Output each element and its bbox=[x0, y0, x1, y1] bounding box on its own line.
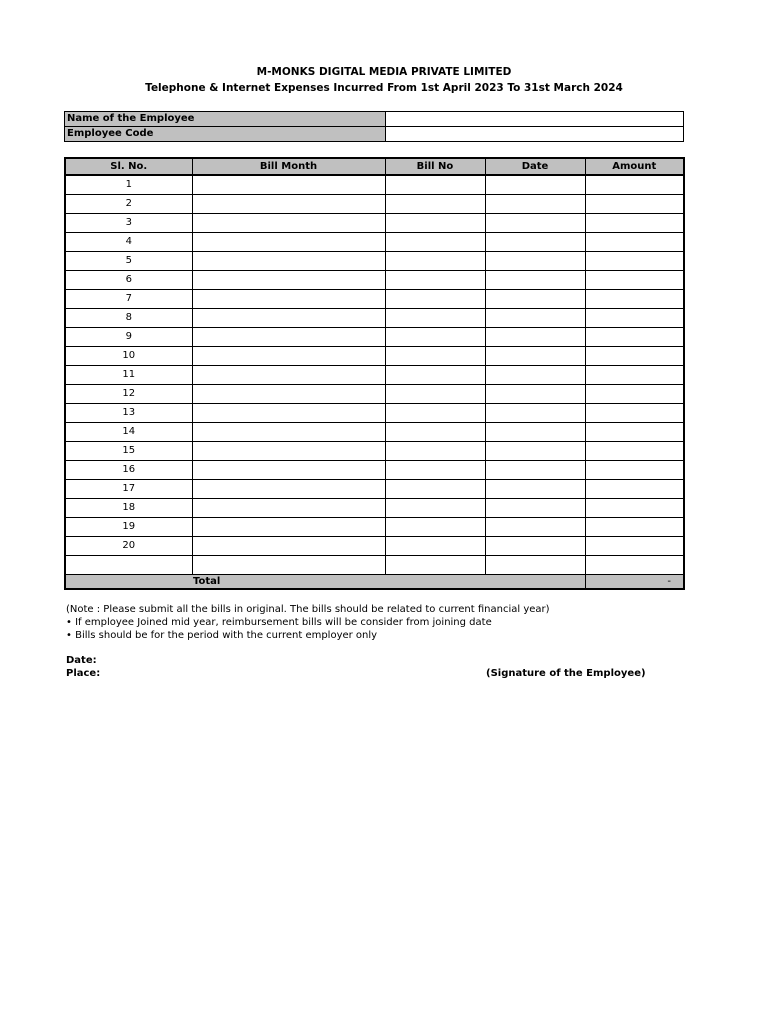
table-row bbox=[65, 556, 684, 575]
amount-cell[interactable] bbox=[585, 518, 684, 537]
bill-month-cell[interactable] bbox=[192, 556, 385, 575]
table-row bbox=[65, 309, 684, 328]
employee-code-row bbox=[65, 127, 684, 142]
table-row bbox=[65, 252, 684, 271]
bill-no-cell[interactable] bbox=[385, 461, 485, 480]
amount-cell[interactable] bbox=[585, 442, 684, 461]
bill-no-cell[interactable] bbox=[385, 366, 485, 385]
bill-month-cell[interactable] bbox=[192, 366, 385, 385]
bill-month-cell[interactable] bbox=[192, 175, 385, 195]
table-row bbox=[65, 480, 684, 499]
date-cell[interactable] bbox=[485, 366, 585, 385]
employee-info-table bbox=[64, 111, 684, 142]
amount-cell[interactable] bbox=[585, 195, 684, 214]
table-row bbox=[65, 347, 684, 366]
column-header-amount: Amount bbox=[585, 158, 684, 175]
amount-cell[interactable] bbox=[585, 271, 684, 290]
amount-cell[interactable] bbox=[585, 290, 684, 309]
sl-no-cell: 17 bbox=[65, 480, 192, 499]
table-row bbox=[65, 518, 684, 537]
date-cell[interactable] bbox=[485, 195, 585, 214]
date-cell[interactable] bbox=[485, 480, 585, 499]
table-row bbox=[65, 175, 684, 195]
date-cell[interactable] bbox=[485, 252, 585, 271]
signature-label: (Signature of the Employee) bbox=[486, 668, 646, 679]
column-header-sl-no: Sl. No. bbox=[65, 158, 192, 175]
sl-no-cell: 13 bbox=[65, 404, 192, 423]
employee-name-row bbox=[65, 112, 684, 127]
date-cell[interactable] bbox=[485, 175, 585, 195]
sl-no-cell: 12 bbox=[65, 385, 192, 404]
table-row bbox=[65, 537, 684, 556]
bills-body bbox=[65, 175, 684, 575]
note-line: • If employee Joined mid year, reimbursement bills will be consider from joining date bbox=[66, 617, 492, 628]
date-cell[interactable] bbox=[485, 518, 585, 537]
sl-no-cell: 1 bbox=[65, 175, 192, 195]
date-cell[interactable] bbox=[485, 461, 585, 480]
amount-cell[interactable] bbox=[585, 556, 684, 575]
table-row bbox=[65, 461, 684, 480]
bill-month-cell[interactable] bbox=[192, 385, 385, 404]
date-cell[interactable] bbox=[485, 556, 585, 575]
table-row bbox=[65, 233, 684, 252]
bill-no-cell[interactable] bbox=[385, 518, 485, 537]
amount-cell[interactable] bbox=[585, 537, 684, 556]
bill-month-cell[interactable] bbox=[192, 518, 385, 537]
column-header-date: Date bbox=[485, 158, 585, 175]
amount-cell[interactable] bbox=[585, 366, 684, 385]
amount-cell[interactable] bbox=[585, 347, 684, 366]
sl-no-cell: 15 bbox=[65, 442, 192, 461]
bill-no-cell[interactable] bbox=[385, 537, 485, 556]
table-row bbox=[65, 442, 684, 461]
date-label: Date: bbox=[66, 655, 97, 666]
bill-month-cell[interactable] bbox=[192, 290, 385, 309]
bill-no-cell[interactable] bbox=[385, 175, 485, 195]
date-cell[interactable] bbox=[485, 347, 585, 366]
date-cell[interactable] bbox=[485, 309, 585, 328]
table-row bbox=[65, 499, 684, 518]
bill-no-cell[interactable] bbox=[385, 290, 485, 309]
employee-name-label: Name of the Employee bbox=[65, 112, 386, 127]
company-name: M-MONKS DIGITAL MEDIA PRIVATE LIMITED bbox=[256, 66, 512, 78]
date-cell[interactable] bbox=[485, 385, 585, 404]
total-label: Total bbox=[65, 575, 585, 590]
table-row bbox=[65, 366, 684, 385]
table-row bbox=[65, 328, 684, 347]
date-cell[interactable] bbox=[485, 499, 585, 518]
amount-cell[interactable] bbox=[585, 499, 684, 518]
sl-no-cell: 7 bbox=[65, 290, 192, 309]
table-row bbox=[65, 423, 684, 442]
date-cell[interactable] bbox=[485, 328, 585, 347]
bill-no-cell[interactable] bbox=[385, 404, 485, 423]
bill-month-cell[interactable] bbox=[192, 309, 385, 328]
table-row bbox=[65, 195, 684, 214]
bill-no-cell[interactable] bbox=[385, 214, 485, 233]
sl-no-cell: 4 bbox=[65, 233, 192, 252]
sl-no-cell: 2 bbox=[65, 195, 192, 214]
bill-no-cell[interactable] bbox=[385, 195, 485, 214]
bill-no-cell[interactable] bbox=[385, 347, 485, 366]
bill-month-cell[interactable] bbox=[192, 328, 385, 347]
employee-name-field[interactable] bbox=[386, 112, 684, 127]
sl-no-cell: 8 bbox=[65, 309, 192, 328]
bill-month-cell[interactable] bbox=[192, 252, 385, 271]
sl-no-cell: 9 bbox=[65, 328, 192, 347]
sl-no-cell: 20 bbox=[65, 537, 192, 556]
amount-cell[interactable] bbox=[585, 423, 684, 442]
bill-month-cell[interactable] bbox=[192, 214, 385, 233]
total-row bbox=[65, 575, 684, 590]
bill-no-cell[interactable] bbox=[385, 271, 485, 290]
bill-month-cell[interactable] bbox=[192, 404, 385, 423]
amount-cell[interactable] bbox=[585, 252, 684, 271]
total-value: - bbox=[585, 575, 684, 590]
bill-no-cell[interactable] bbox=[385, 423, 485, 442]
amount-cell[interactable] bbox=[585, 214, 684, 233]
amount-cell[interactable] bbox=[585, 480, 684, 499]
bill-month-cell[interactable] bbox=[192, 233, 385, 252]
sl-no-cell: 18 bbox=[65, 499, 192, 518]
date-cell[interactable] bbox=[485, 442, 585, 461]
bill-month-cell[interactable] bbox=[192, 499, 385, 518]
amount-cell[interactable] bbox=[585, 461, 684, 480]
date-cell[interactable] bbox=[485, 214, 585, 233]
bill-month-cell[interactable] bbox=[192, 480, 385, 499]
bill-month-cell[interactable] bbox=[192, 347, 385, 366]
bill-no-cell[interactable] bbox=[385, 328, 485, 347]
amount-cell[interactable] bbox=[585, 309, 684, 328]
employee-code-field[interactable] bbox=[386, 127, 684, 142]
date-cell[interactable] bbox=[485, 233, 585, 252]
form-title: Telephone & Internet Expenses Incurred From 1st April 2023 To 31st March 2024 bbox=[145, 82, 623, 94]
employee-code-label: Employee Code bbox=[65, 127, 386, 142]
column-header-bill-month: Bill Month bbox=[192, 158, 385, 175]
bill-month-cell[interactable] bbox=[192, 271, 385, 290]
bill-month-cell[interactable] bbox=[192, 461, 385, 480]
sl-no-cell: 19 bbox=[65, 518, 192, 537]
bill-no-cell[interactable] bbox=[385, 556, 485, 575]
table-row bbox=[65, 385, 684, 404]
bill-month-cell[interactable] bbox=[192, 442, 385, 461]
sl-no-cell: 16 bbox=[65, 461, 192, 480]
sl-no-cell: 14 bbox=[65, 423, 192, 442]
table-row bbox=[65, 290, 684, 309]
table-row bbox=[65, 404, 684, 423]
table-row bbox=[65, 271, 684, 290]
bills-header-row bbox=[65, 158, 684, 175]
amount-cell[interactable] bbox=[585, 175, 684, 195]
sl-no-cell: 6 bbox=[65, 271, 192, 290]
bill-no-cell[interactable] bbox=[385, 252, 485, 271]
amount-cell[interactable] bbox=[585, 404, 684, 423]
sl-no-cell: 3 bbox=[65, 214, 192, 233]
column-header-bill-no: Bill No bbox=[385, 158, 485, 175]
sl-no-cell: 5 bbox=[65, 252, 192, 271]
bill-no-cell[interactable] bbox=[385, 499, 485, 518]
place-label: Place: bbox=[66, 668, 101, 679]
note-line: (Note : Please submit all the bills in original. The bills should be related to current financial year) bbox=[66, 604, 550, 615]
note-line: • Bills should be for the period with the current employer only bbox=[66, 630, 378, 641]
date-cell[interactable] bbox=[485, 290, 585, 309]
bill-month-cell[interactable] bbox=[192, 423, 385, 442]
bill-month-cell[interactable] bbox=[192, 195, 385, 214]
bill-no-cell[interactable] bbox=[385, 385, 485, 404]
bill-month-cell[interactable] bbox=[192, 537, 385, 556]
bill-no-cell[interactable] bbox=[385, 309, 485, 328]
bill-no-cell[interactable] bbox=[385, 233, 485, 252]
date-cell[interactable] bbox=[485, 271, 585, 290]
sl-no-cell bbox=[65, 556, 192, 575]
notes-block bbox=[66, 603, 550, 642]
amount-cell[interactable] bbox=[585, 385, 684, 404]
date-cell[interactable] bbox=[485, 423, 585, 442]
date-cell[interactable] bbox=[485, 404, 585, 423]
sl-no-cell: 10 bbox=[65, 347, 192, 366]
bill-no-cell[interactable] bbox=[385, 442, 485, 461]
bills-table bbox=[64, 157, 685, 590]
table-row bbox=[65, 214, 684, 233]
sl-no-cell: 11 bbox=[65, 366, 192, 385]
amount-cell[interactable] bbox=[585, 233, 684, 252]
amount-cell[interactable] bbox=[585, 328, 684, 347]
date-cell[interactable] bbox=[485, 537, 585, 556]
bill-no-cell[interactable] bbox=[385, 480, 485, 499]
